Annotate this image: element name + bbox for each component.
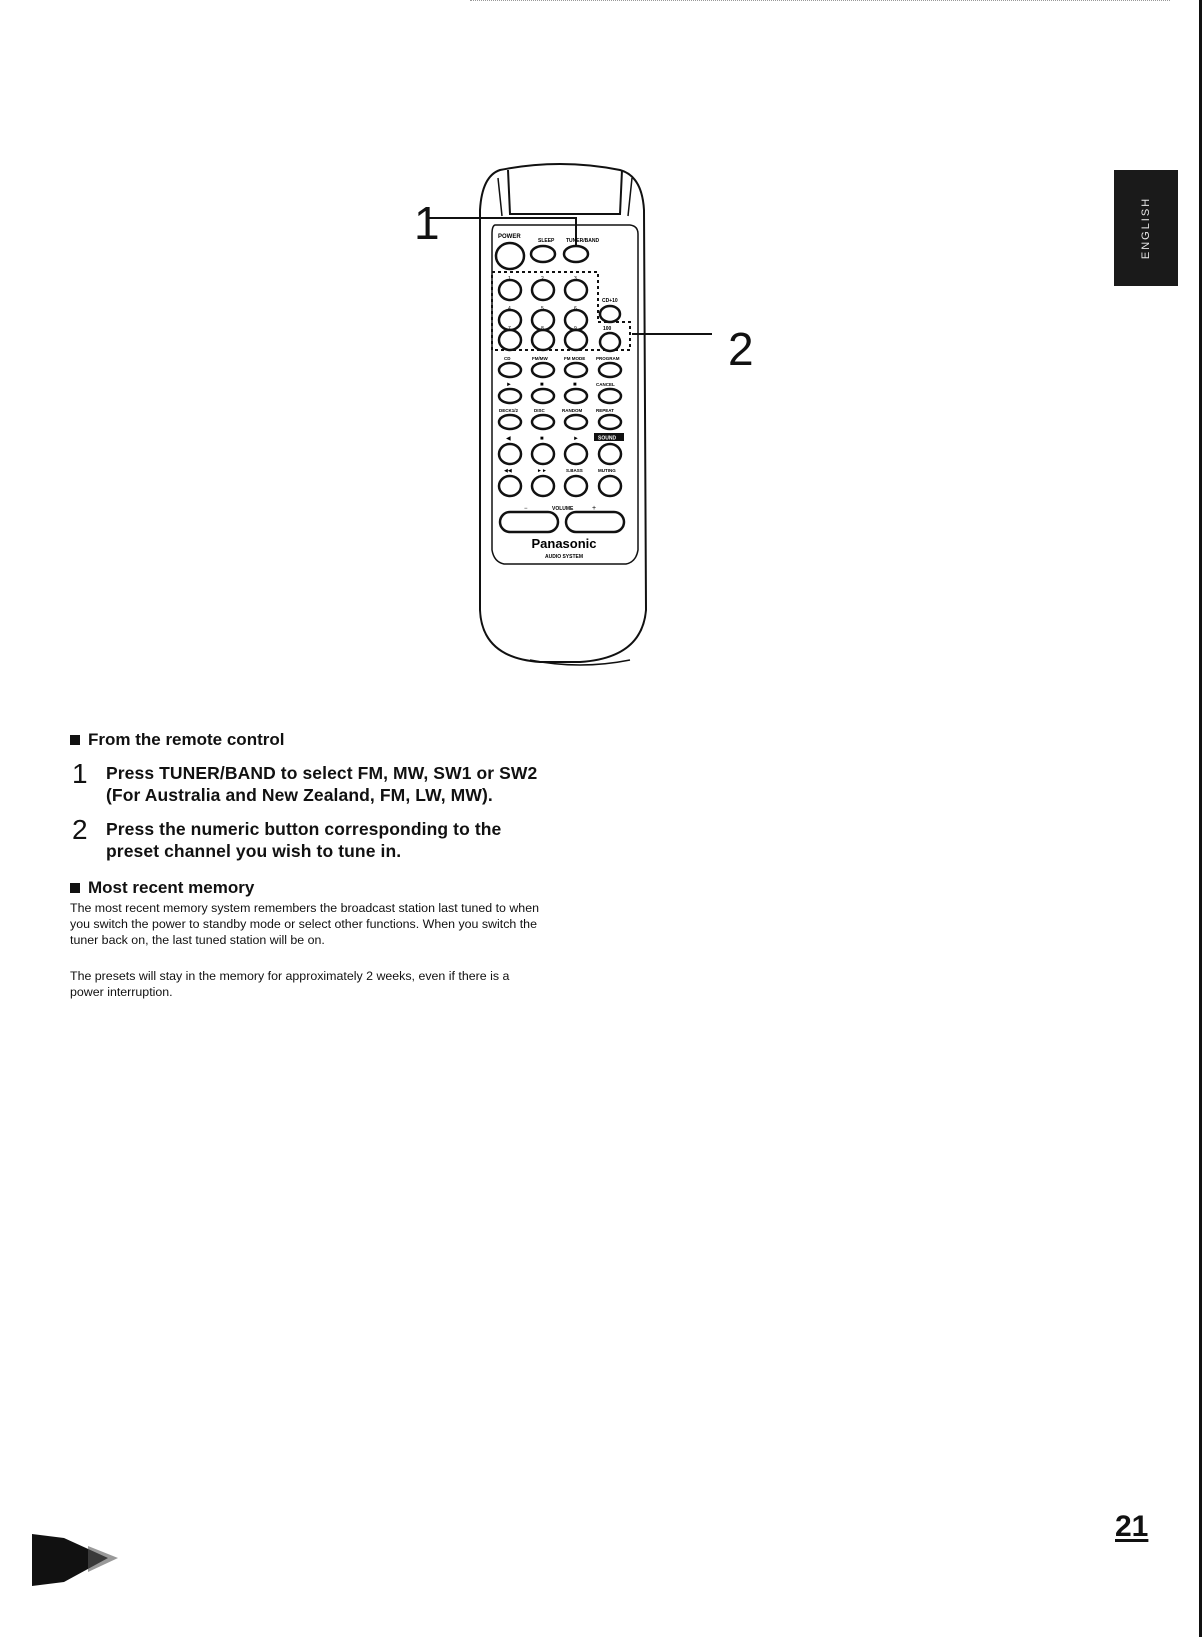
label-tuner-band: TUNER/BAND: [566, 238, 600, 244]
section-heading-text: From the remote control: [88, 730, 285, 749]
top-dotted-rule: [470, 0, 1170, 1]
label-random: RANDOM: [562, 408, 583, 413]
sleep-button[interactable]: [531, 246, 555, 262]
page-number: 21: [1115, 1510, 1149, 1543]
presets-note: The presets will stay in the memory for approximately 2 weeks, even if there is a power interruption.: [70, 969, 510, 999]
sound-button[interactable]: [599, 444, 621, 464]
step-text: Press TUNER/BAND to select FM, MW, SW1 or SW2 (For Australia and New Zealand, FM, LW, MW).: [106, 763, 538, 805]
cd-button[interactable]: [499, 363, 521, 377]
repeat-button[interactable]: [599, 415, 621, 429]
forward-small-icon: ►: [573, 436, 579, 442]
numeric-button-7[interactable]: [499, 330, 521, 350]
pause-button[interactable]: [532, 389, 554, 403]
step-number: 2: [72, 814, 88, 845]
deck-button[interactable]: [499, 415, 521, 429]
fm-mw-button[interactable]: [532, 363, 554, 377]
power-button[interactable]: [496, 243, 524, 269]
memory-heading: [70, 878, 540, 898]
memory-paragraph: The most recent memory system remembers the broadcast station last tuned to when you switch the power to standby mode or select other functions. When you switch the tuner back on, the last tuned station will be on.: [70, 901, 539, 947]
label-volume-minus: −: [524, 506, 528, 512]
disc-button[interactable]: [532, 415, 554, 429]
bullet-square-icon: [70, 735, 80, 745]
label-program: PROGRAM: [596, 356, 620, 361]
stop-small-icon: ■: [540, 436, 544, 442]
step-item: [70, 814, 540, 862]
cancel-button[interactable]: [599, 389, 621, 403]
muting-button[interactable]: [599, 476, 621, 496]
program-button[interactable]: [599, 363, 621, 377]
pause-icon: ■: [540, 382, 544, 388]
deck-stop-button[interactable]: [532, 444, 554, 464]
bullet-square-icon: [70, 883, 80, 893]
label-volume: VOLUME: [552, 506, 574, 512]
label-sound: SOUND: [598, 435, 617, 442]
page-edge-rule: [1199, 0, 1202, 1637]
label-repeat: REPEAT: [596, 408, 614, 413]
tuner-band-button[interactable]: [564, 246, 588, 262]
memory-heading-text: Most recent memory: [88, 878, 255, 897]
label-100: 100: [603, 326, 612, 332]
stop-icon: ■: [573, 382, 577, 388]
label-disc: DISC: [534, 408, 545, 413]
numeric-button-1[interactable]: [499, 280, 521, 300]
skip-forward-button[interactable]: [532, 476, 554, 496]
forward-button[interactable]: [565, 444, 587, 464]
callout-number-1: 1: [414, 197, 440, 249]
label-sleep: SLEEP: [538, 238, 555, 244]
step-number: 1: [72, 758, 88, 789]
cd-plus10-button[interactable]: [600, 306, 620, 322]
label-fm-mode: FM MODE: [564, 356, 586, 361]
label-cd-plus10: CD+10: [602, 298, 618, 304]
instructions: [70, 730, 540, 1020]
play-icon: ►: [506, 382, 512, 388]
brand-logo: Panasonic: [531, 536, 597, 551]
step-item: [70, 758, 540, 806]
play-button[interactable]: [499, 389, 521, 403]
page-corner-arrow-icon: [28, 1528, 128, 1590]
volume-up-button[interactable]: [566, 512, 624, 532]
volume-down-button[interactable]: [500, 512, 558, 532]
random-button[interactable]: [565, 415, 587, 429]
hundred-button[interactable]: [600, 333, 620, 351]
label-cd: CD: [504, 356, 511, 361]
numeric-button-3[interactable]: [565, 280, 587, 300]
step-text: Press the numeric button corresponding to the preset channel you wish to tune in.: [106, 819, 502, 861]
language-tab: [1114, 170, 1178, 286]
section-heading: [70, 730, 540, 750]
callout-number-2: 2: [728, 323, 754, 375]
label-volume-plus: +: [592, 505, 597, 512]
rewind-small-icon: ◀: [506, 436, 511, 442]
language-tab-label: ENGLISH: [1139, 196, 1152, 260]
skip-back-button[interactable]: [499, 476, 521, 496]
label-fm-mw: FM/MW: [532, 356, 548, 361]
label-s-bass: S.BASS: [566, 468, 583, 473]
skip-back-icon: ◀◀: [504, 468, 512, 474]
brand-subtitle: AUDIO SYSTEM: [544, 554, 584, 560]
remote-control-illustration: [380, 150, 780, 680]
label-cancel: CANCEL: [596, 382, 615, 387]
stop-button[interactable]: [565, 389, 587, 403]
s-bass-button[interactable]: [565, 476, 587, 496]
label-power: POWER: [498, 234, 521, 240]
skip-forward-icon: ►►: [537, 468, 547, 474]
rewind-button[interactable]: [499, 444, 521, 464]
numeric-button-2[interactable]: [532, 280, 554, 300]
fm-mode-button[interactable]: [565, 363, 587, 377]
label-muting: MUTING: [598, 468, 616, 473]
numeric-button-9[interactable]: [565, 330, 587, 350]
numeric-button-8[interactable]: [532, 330, 554, 350]
label-deck: DECK1/2: [499, 408, 519, 413]
